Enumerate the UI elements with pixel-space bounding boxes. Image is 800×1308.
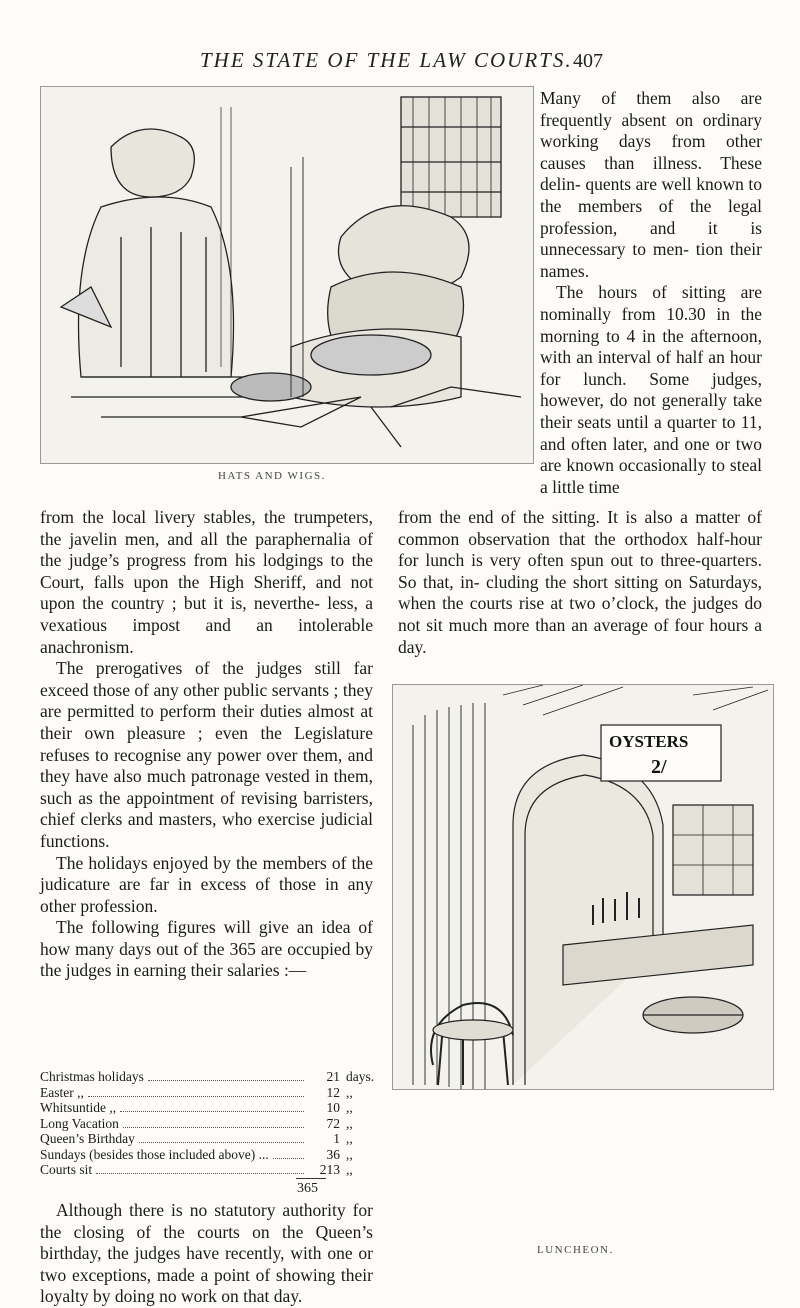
caption-hats-and-wigs: HATS AND WIGS. (218, 470, 326, 482)
row-label: Long Vacation (40, 1115, 119, 1131)
table-row (40, 1116, 380, 1132)
paragraph-queens-birthday: Although there is no statutory authority for the closing of the courts on the Queen’s birthday, the judges have recently, with one or two exceptions, made a point of showing their loyalty by doing no work on that day. (40, 1200, 373, 1307)
figure-luncheon (392, 684, 774, 1090)
row-unit: ,, (346, 1146, 353, 1162)
sign-price: 2/ (651, 756, 667, 778)
sign-text: OYSTERS (609, 732, 689, 751)
paragraph-figures-intro: The following figures will give an idea of how many days out of the 365 are occupied by the judges in earning their salaries :— (40, 917, 373, 981)
row-label: Christmas holidays (40, 1069, 144, 1084)
row-unit: days. (346, 1069, 375, 1084)
row-value: 36 (326, 1146, 340, 1162)
days-table (40, 1069, 380, 1178)
row-label: Courts sit (40, 1162, 93, 1177)
paragraph-prerogatives: The prerogatives of the judges still far exceed those of any other public servants ; they are permitted to perform their duties almost at their own pleasure ; even the Legislature refuses to recognise any power over them, and they have also much patronage vested in them, such as the appointment of revising barristers, chief clerks and masters, who exercise judicial functions. (40, 658, 373, 851)
paragraph-lunch-continuation: from the end of the sitting. It is also a matter of common observation that the orthodox half-hour for lunch is very often spun out to three-quarters. So that, in- cluding the short sitting on Saturdays, when the courts rise at two o’clock, the judges do not sit much more than an average of four hours a day. (398, 507, 762, 657)
table-row (40, 1100, 380, 1116)
table-row (40, 1162, 380, 1178)
left-column-closing (40, 1200, 373, 1308)
table-row (40, 1085, 380, 1101)
row-label: Sundays (besides those included above) ... (40, 1146, 269, 1162)
row-value: 12 (326, 1084, 340, 1100)
paragraph-livery-continuation: from the local livery stables, the trumpeters, the javelin men, and all the paraphernalia of the judge’s progress from his lodgings to the Court, falls upon the High Sheriff, and not upon the country ; but it is, neverthe- less, a vexatious impost and an intolerable anachronism. (40, 507, 373, 657)
row-unit: ,, (346, 1115, 353, 1131)
row-unit: ,, (346, 1100, 353, 1115)
row-unit: ,, (346, 1162, 353, 1177)
total-rule (296, 1178, 326, 1179)
hats-and-wigs-illustration (41, 87, 533, 463)
paragraph-holidays: The holidays enjoyed by the members of the judicature are far in excess of those in any other profession. (40, 852, 373, 916)
figure-hats-and-wigs (40, 86, 534, 464)
left-column (40, 507, 373, 982)
luncheon-illustration (393, 685, 773, 1089)
row-label: Whitsuntide ,, (40, 1100, 117, 1115)
row-value: 1 (333, 1131, 340, 1146)
running-title: THE STATE OF THE LAW COURTS. (200, 48, 573, 72)
right-column-top (540, 88, 762, 498)
paragraph-absent: Many of them also are frequently absent on ordinary working days from other causes than illness. These delin- quents are well known to the members of the legal profession, and it is unnecessary to men- tion their names. (540, 88, 762, 281)
page-number: 407 (573, 50, 603, 72)
table-row (40, 1069, 380, 1085)
row-value: 213 (319, 1162, 340, 1177)
row-value: 72 (326, 1115, 340, 1131)
paragraph-hours-of-sitting: The hours of sitting are nominally from 10.30 in the morning to 4 in the afternoon, with an interval of half an hour for lunch. Some judges, however, do not generally take their seats until a quarter to 11, and often later, and one or two are known occasionally to steal a little time (540, 282, 762, 497)
row-value: 21 (326, 1069, 340, 1084)
row-value: 10 (326, 1100, 340, 1115)
row-unit: ,, (346, 1084, 353, 1100)
table-total: 365 (297, 1181, 318, 1196)
page-header (0, 44, 800, 78)
row-label: Queen’s Birthday (40, 1131, 135, 1146)
right-column-continuation (398, 507, 762, 658)
row-label: Easter ,, (40, 1084, 84, 1100)
row-unit: ,, (346, 1131, 353, 1146)
table-row (40, 1147, 380, 1163)
table-row (40, 1131, 380, 1147)
caption-luncheon: LUNCHEON. (537, 1244, 614, 1256)
